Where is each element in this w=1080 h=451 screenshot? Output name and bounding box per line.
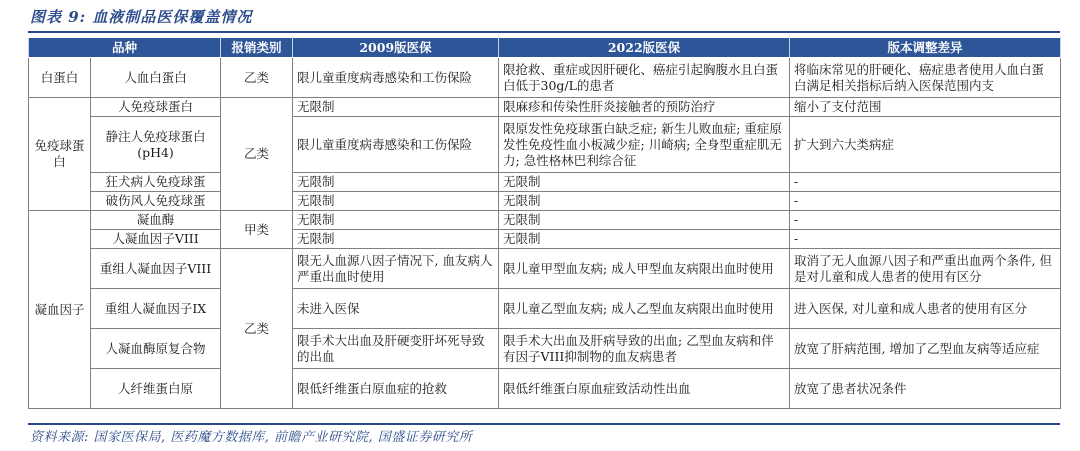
reimbursement-cell: 乙类: [221, 249, 293, 409]
difference-cell: 进入医保, 对儿童和成人患者的使用有区分: [790, 289, 1061, 329]
product-cell: 重组人凝血因子IX: [91, 289, 221, 329]
table-row: [29, 58, 1061, 98]
coverage-2022-cell: 无限制: [499, 173, 790, 192]
difference-cell: 放宽了患者状况条件: [790, 369, 1061, 409]
coverage-2022-cell: 限儿童乙型血友病; 成人乙型血友病限出血时使用: [499, 289, 790, 329]
difference-cell: 放宽了肝病范围, 增加了乙型血友病等适应症: [790, 329, 1061, 369]
product-cell: 静注人免疫球蛋白(pH4): [91, 117, 221, 173]
table-row: [29, 329, 1061, 369]
table-row: [29, 369, 1061, 409]
difference-cell: 缩小了支付范围: [790, 98, 1061, 117]
coverage-2009-cell: 限儿童重度病毒感染和工伤保险: [293, 58, 499, 98]
product-cell: 破伤风人免疫球蛋: [91, 192, 221, 211]
header-reimbursement: 报销类别: [221, 38, 293, 58]
header-2009: 2009版医保: [293, 38, 499, 58]
product-cell: 人纤维蛋白原: [91, 369, 221, 409]
title-divider: [28, 31, 1060, 33]
header-2022: 2022版医保: [499, 38, 790, 58]
header-product: 品种: [29, 38, 221, 58]
difference-cell: -: [790, 211, 1061, 230]
coverage-2022-cell: 无限制: [499, 192, 790, 211]
reimbursement-cell: 乙类: [221, 58, 293, 98]
figure-title: 图表 9: 血液制品医保覆盖情况: [30, 8, 253, 26]
difference-cell: -: [790, 230, 1061, 249]
coverage-2009-cell: 无限制: [293, 173, 499, 192]
difference-cell: 取消了无人血源八因子和严重出血两个条件, 但是对儿童和成人患者的使用有区分: [790, 249, 1061, 289]
coverage-2022-cell: 无限制: [499, 230, 790, 249]
coverage-2022-cell: 限原发性免疫球蛋白缺乏症; 新生儿败血症; 重症原发性免疫性血小板减少症; 川崎病; 全身型重症肌无力; 急性格林巴利综合征: [499, 117, 790, 173]
product-cell: 人免疫球蛋白: [91, 98, 221, 117]
difference-cell: -: [790, 192, 1061, 211]
coverage-2022-cell: 限麻疹和传染性肝炎接触者的预防治疗: [499, 98, 790, 117]
product-cell: 凝血酶: [91, 211, 221, 230]
product-cell: 重组人凝血因子VIII: [91, 249, 221, 289]
difference-cell: 将临床常见的肝硬化、癌症患者使用人血白蛋白满足相关指标后纳入医保范围内支: [790, 58, 1061, 98]
coverage-2009-cell: 限低纤维蛋白原血症的抢救: [293, 369, 499, 409]
table-row: [29, 211, 1061, 230]
coverage-2022-cell: 限低纤维蛋白原血症致活动性出血: [499, 369, 790, 409]
category-cell: 凝血因子: [29, 211, 91, 409]
product-cell: 人血白蛋白: [91, 58, 221, 98]
category-cell: 免疫球蛋白: [29, 98, 91, 211]
coverage-table: [28, 37, 1061, 409]
table-row: [29, 173, 1061, 192]
header-difference: 版本调整差异: [790, 38, 1061, 58]
difference-cell: -: [790, 173, 1061, 192]
coverage-2009-cell: 限手术大出血及肝硬变肝坏死导致的出血: [293, 329, 499, 369]
difference-cell: 扩大到六大类病症: [790, 117, 1061, 173]
category-cell: 白蛋白: [29, 58, 91, 98]
footer-divider: [28, 423, 1060, 425]
coverage-2009-cell: 无限制: [293, 230, 499, 249]
reimbursement-cell: 乙类: [221, 98, 293, 211]
source-note: 资料来源: 国家医保局, 医药魔方数据库, 前瞻产业研究院, 国盛证券研究所: [30, 430, 473, 445]
coverage-2009-cell: 无限制: [293, 98, 499, 117]
table-row: [29, 249, 1061, 289]
coverage-2009-cell: 无限制: [293, 192, 499, 211]
table-row: [29, 230, 1061, 249]
coverage-2009-cell: 未进入医保: [293, 289, 499, 329]
coverage-2022-cell: 无限制: [499, 211, 790, 230]
table-row: [29, 98, 1061, 117]
coverage-2009-cell: 无限制: [293, 211, 499, 230]
reimbursement-cell: 甲类: [221, 211, 293, 249]
product-cell: 人凝血因子VIII: [91, 230, 221, 249]
table-row: [29, 192, 1061, 211]
product-cell: 狂犬病人免疫球蛋: [91, 173, 221, 192]
coverage-2009-cell: 限无人血源八因子情况下, 血友病人严重出血时使用: [293, 249, 499, 289]
coverage-2022-cell: 限儿童甲型血友病; 成人甲型血友病限出血时使用: [499, 249, 790, 289]
product-cell: 人凝血酶原复合物: [91, 329, 221, 369]
table-header-row: [29, 38, 1061, 58]
coverage-2022-cell: 限手术大出血及肝病导致的出血; 乙型血友病和伴有因子VIII抑制物的血友病患者: [499, 329, 790, 369]
table-row: [29, 289, 1061, 329]
table-row: [29, 117, 1061, 173]
coverage-2009-cell: 限儿童重度病毒感染和工伤保险: [293, 117, 499, 173]
coverage-2022-cell: 限抢救、重症或因肝硬化、癌症引起胸腹水且白蛋白低于30g/L的患者: [499, 58, 790, 98]
